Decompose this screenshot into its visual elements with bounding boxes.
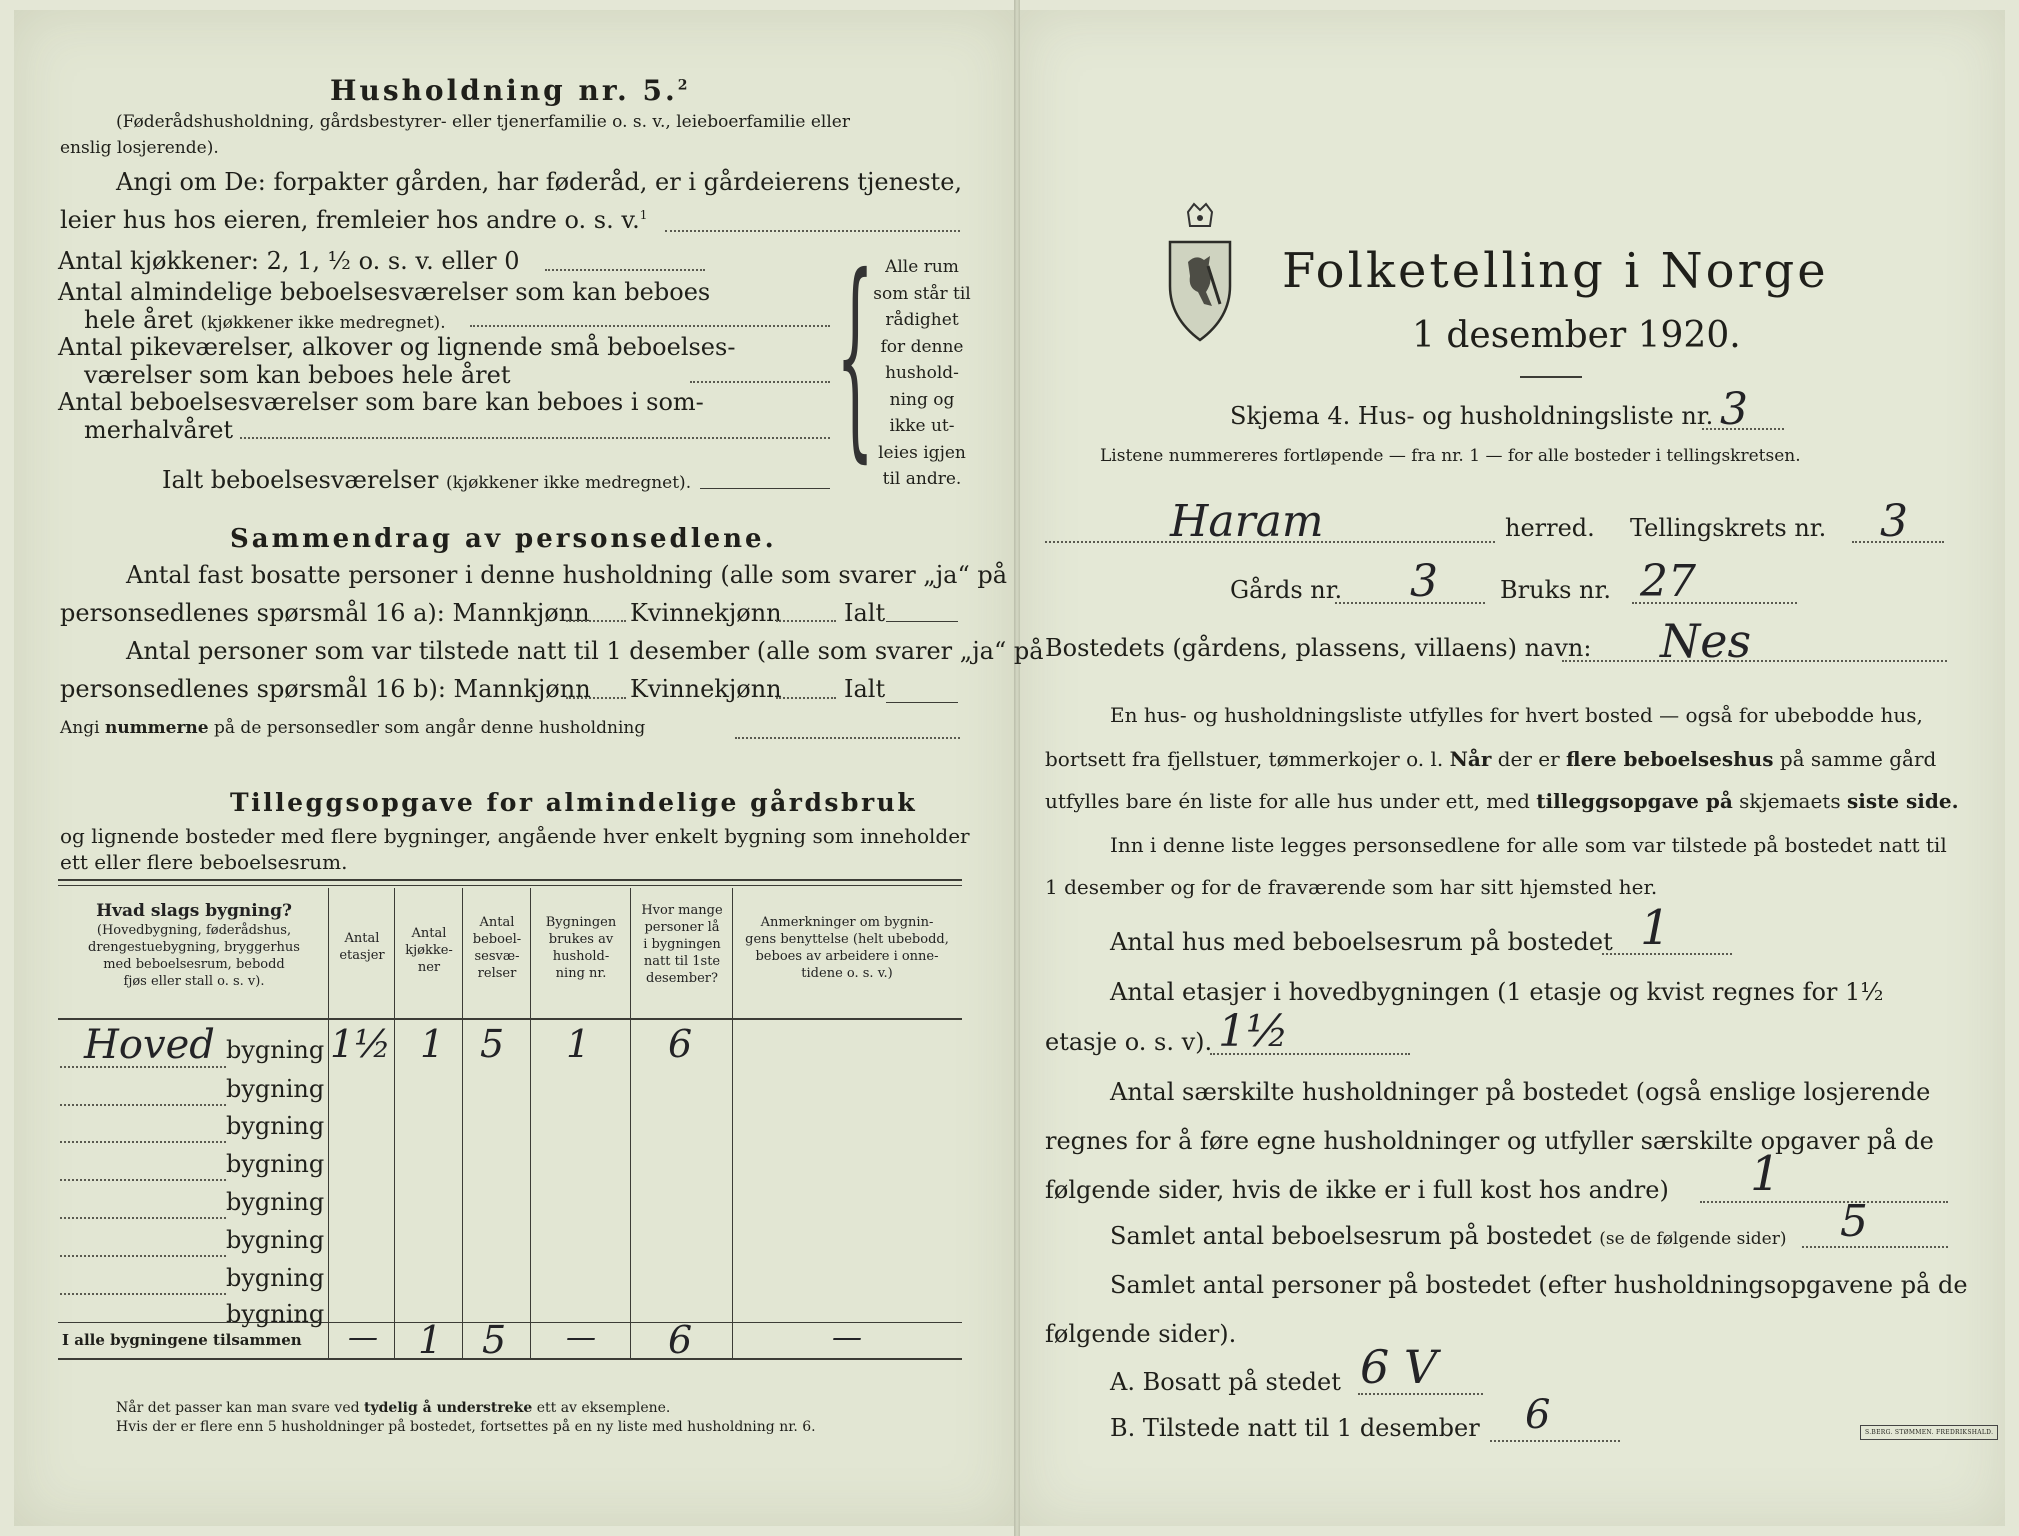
maid-rooms-answer-line[interactable] xyxy=(690,381,830,383)
instr-p1-line2: bortsett fra fjellstuer, tømmerkojer o. l. Når der er flere beboelseshus på samme gård xyxy=(1045,747,1937,771)
question-ordinary-rooms-2: hele året (kjøkkener ikke medregnet). xyxy=(84,306,446,334)
question-summer-rooms-2: merhalvåret xyxy=(84,416,234,444)
table-row: bygning xyxy=(226,1112,325,1140)
supplement-title: Tilleggsopgave for almindelige gårdsbruk xyxy=(230,788,918,817)
summary-title: Sammendrag av personsedlene. xyxy=(230,524,777,554)
header-floors: Antal etasjer xyxy=(339,931,385,963)
norway-coat-of-arms-icon xyxy=(1160,200,1240,350)
houses-label: Antal hus med beboelsesrum på bostedet xyxy=(1110,928,1613,956)
row1-rooms-value[interactable]: 5 xyxy=(480,1022,505,1066)
printer-stamp: S.BERG. STØMMEN. FREDRIKSHALD. xyxy=(1860,1425,1998,1440)
table-row: bygning xyxy=(226,1226,325,1254)
row1-persons-value[interactable]: 6 xyxy=(668,1022,693,1066)
household-intro-line2: enslig losjerende). xyxy=(60,138,219,158)
kitchens-answer-line[interactable] xyxy=(545,269,705,271)
herred-label: herred. xyxy=(1505,514,1595,542)
present-female-label: Kvinnekjønn xyxy=(630,675,782,703)
floors-label-1: Antal etasjer i hovedbygningen (1 etasje og kvist regnes for 1½ xyxy=(1110,978,1884,1006)
listene-note: Listene nummereres fortløpende — fra nr. 1 — for alle bosteder i tellingskretsen. xyxy=(1100,446,1801,466)
household-intro-line1: (Føderådshusholdning, gårdsbestyrer- eller tjenerfamilie o. s. v., leieboerfamilie eller xyxy=(116,112,850,132)
total-persons-value[interactable]: 6 xyxy=(668,1318,693,1362)
header-persons: Hvor mange personer lå i bygningen natt til 1ste desember? xyxy=(641,903,723,986)
question-maid-rooms-2: værelser som kan beboes hele året xyxy=(84,361,511,389)
instr-p1-line1: En hus- og husholdningsliste utfylles for hvert bosted — også for ubebodde hus, xyxy=(1110,703,1923,727)
rooms-total-value[interactable]: 5 xyxy=(1840,1196,1868,1247)
bruks-label: Bruks nr. xyxy=(1500,576,1611,604)
houses-value[interactable]: 1 xyxy=(1640,900,1671,956)
schema-label: Skjema 4. Hus- og husholdningsliste nr. xyxy=(1230,402,1714,430)
angi-numbers-line: Angi nummerne på de personsedler som angår denne husholdning xyxy=(60,718,646,738)
supplement-line1: og lignende bosteder med flere bygninger, angående hver enkelt bygning som inneholder xyxy=(60,824,970,848)
persons-label-2: følgende sider). xyxy=(1045,1320,1237,1348)
persons-label-1: Samlet antal personer på bostedet (efter husholdningsopgavene på de xyxy=(1110,1271,1968,1299)
summary-line2: personsedlenes spørsmål 16 a): Mannkjønn xyxy=(60,599,590,627)
households-value[interactable]: 1 xyxy=(1750,1146,1781,1202)
page-fold xyxy=(1014,0,1020,1536)
table-row: bygning xyxy=(226,1188,325,1216)
header-household: Bygningen brukes av hushold- ning nr. xyxy=(545,915,617,981)
present-label: B. Tilstede natt til 1 desember xyxy=(1110,1414,1480,1442)
row1-household-value[interactable]: 1 xyxy=(566,1022,591,1066)
angi-answer-line[interactable] xyxy=(665,230,960,232)
present-total-label: Ialt xyxy=(844,675,886,703)
total-floors-value[interactable]: — xyxy=(348,1320,378,1355)
summer-rooms-answer-line[interactable] xyxy=(240,437,830,439)
form-date: 1 desember 1920. xyxy=(1412,315,1741,356)
resident-label: A. Bosatt på stedet xyxy=(1110,1368,1341,1396)
instr-p2-line2: 1 desember og for de fraværende som har sitt hjemsted her. xyxy=(1045,875,1658,899)
question-kitchens: Antal kjøkkener: 2, 1, ½ o. s. v. eller 0 xyxy=(58,247,520,275)
resident-male-field[interactable] xyxy=(566,620,626,622)
bosted-label: Bostedets (gårdens, plassens, villaens) navn: xyxy=(1045,634,1592,662)
header-rooms: Antal beboel- sesvæ- relser xyxy=(472,915,522,981)
resident-female-field[interactable] xyxy=(776,620,836,622)
brace: { xyxy=(836,232,875,484)
tellingskrets-label: Tellingskrets nr. xyxy=(1630,514,1827,542)
total-household-value[interactable]: — xyxy=(566,1320,596,1355)
row1-floors-value[interactable]: 1½ xyxy=(330,1022,392,1066)
row1-type-value[interactable]: Hoved xyxy=(84,1022,215,1068)
households-label-1: Antal særskilte husholdninger på bostedet (også enslige losjerende xyxy=(1110,1078,1931,1106)
table-row: bygning xyxy=(226,1264,325,1292)
instr-p1-line3: utfylles bare én liste for alle hus under ett, med tilleggsopgave på skjemaets siste side. xyxy=(1045,789,1959,813)
bosted-value[interactable]: Nes xyxy=(1660,614,1752,668)
angi-line1: Angi om De: forpakter gården, har føderåd, er i gårdeierens tjeneste, xyxy=(116,168,963,196)
instr-p2-line1: Inn i denne liste legges personsedlene for alle som var tilstede på bostedet natt til xyxy=(1110,833,1947,857)
header-remarks: Anmerkninger om bygnin- gens benyttelse (helt ubebodd, beboes av arbeidere i onne- tidene o. s. v.) xyxy=(745,915,949,981)
header-kitchens: Antal kjøkke- ner xyxy=(405,926,453,975)
total-row-label: I alle bygningene tilsammen xyxy=(62,1331,302,1349)
households-label-2: regnes for å føre egne husholdninger og utfyller særskilte opgaver på de xyxy=(1045,1127,1934,1155)
table-row: bygning xyxy=(226,1150,325,1178)
list-number-value[interactable]: 3 xyxy=(1720,384,1748,435)
summary-line1: Antal fast bosatte personer i denne husholdning (alle som svarer „ja“ på xyxy=(126,561,1008,589)
households-label-3: følgende sider, hvis de ikke er i full kost hos andre) xyxy=(1045,1176,1669,1204)
floors-label-2: etasje o. s. v). xyxy=(1045,1028,1213,1056)
tellingskrets-value[interactable]: 3 xyxy=(1880,496,1908,547)
form-title: Folketelling i Norge xyxy=(1282,243,1829,299)
table-row: bygning xyxy=(226,1075,325,1103)
total-kitchens-value[interactable]: 1 xyxy=(418,1318,443,1362)
question-maid-rooms-1: Antal pikeværelser, alkover og lignende små beboelses- xyxy=(58,333,736,361)
household-title: Husholdning nr. 5.$^2$ xyxy=(330,74,691,107)
floors-value[interactable]: 1½ xyxy=(1218,1006,1289,1057)
total-remarks-value[interactable]: — xyxy=(832,1320,862,1355)
resident-female-label: Kvinnekjønn xyxy=(630,599,782,627)
ordinary-rooms-answer-line[interactable] xyxy=(470,325,830,327)
question-ordinary-rooms-1: Antal almindelige beboelsesværelser som kan beboes xyxy=(58,278,711,306)
rooms-total-label: Samlet antal beboelsesrum på bostedet (se de følgende sider) xyxy=(1110,1222,1787,1250)
question-total-rooms: Ialt beboelsesværelser (kjøkkener ikke medregnet). xyxy=(162,466,692,494)
row-suffix: bygning xyxy=(226,1036,325,1064)
resident-value[interactable]: 6 V xyxy=(1360,1340,1438,1394)
gards-value[interactable]: 3 xyxy=(1410,556,1438,607)
gards-label: Gårds nr. xyxy=(1230,576,1343,604)
side-note: Alle rum som står til rådighet for denne hushold- ning og ikke ut- leies igjen til andre. xyxy=(873,257,971,489)
row1-kitchens-value[interactable]: 1 xyxy=(420,1022,445,1066)
total-rooms-value[interactable]: 5 xyxy=(482,1318,507,1362)
herred-value[interactable]: Haram xyxy=(1170,496,1324,547)
angi-line2: leier hus hos eieren, fremleier hos andre o. s. v.$^1$ xyxy=(60,206,648,234)
summary-line4: personsedlenes spørsmål 16 b): Mannkjønn xyxy=(60,675,591,703)
angi-numbers-field[interactable] xyxy=(735,737,960,739)
summary-line3: Antal personer som var tilstede natt til 1 desember (alle som svarer „ja“ på xyxy=(126,637,1044,665)
table-row: bygning xyxy=(226,1300,325,1328)
total-rooms-answer-line[interactable] xyxy=(700,488,830,489)
bruks-value[interactable]: 27 xyxy=(1640,556,1696,607)
supplement-line2: ett eller flere beboelsesrum. xyxy=(60,850,348,874)
present-female-field[interactable] xyxy=(776,697,836,699)
footnote-2: Hvis der er flere enn 5 husholdninger på bostedet, fortsettes på en ny liste med husholdning nr. 6. xyxy=(116,1419,816,1435)
footnote-1: Når det passer kan man svare ved tydelig å understreke ett av eksemplene. xyxy=(116,1400,671,1416)
present-value[interactable]: 6 xyxy=(1525,1392,1551,1438)
question-summer-rooms-1: Antal beboelsesværelser som bare kan beboes i som- xyxy=(58,388,704,416)
resident-total-label: Ialt xyxy=(844,599,886,627)
header-building-type: Hvad slags bygning? (Hovedbygning, føderådshus, drengestuebygning, bryggerhus med beboelsesrum, bebodd fjøs eller stall o. s. v). xyxy=(88,901,300,989)
present-total-field[interactable] xyxy=(886,702,958,703)
present-male-field[interactable] xyxy=(566,697,626,699)
title-divider xyxy=(1520,376,1582,378)
resident-total-field[interactable] xyxy=(886,621,958,622)
